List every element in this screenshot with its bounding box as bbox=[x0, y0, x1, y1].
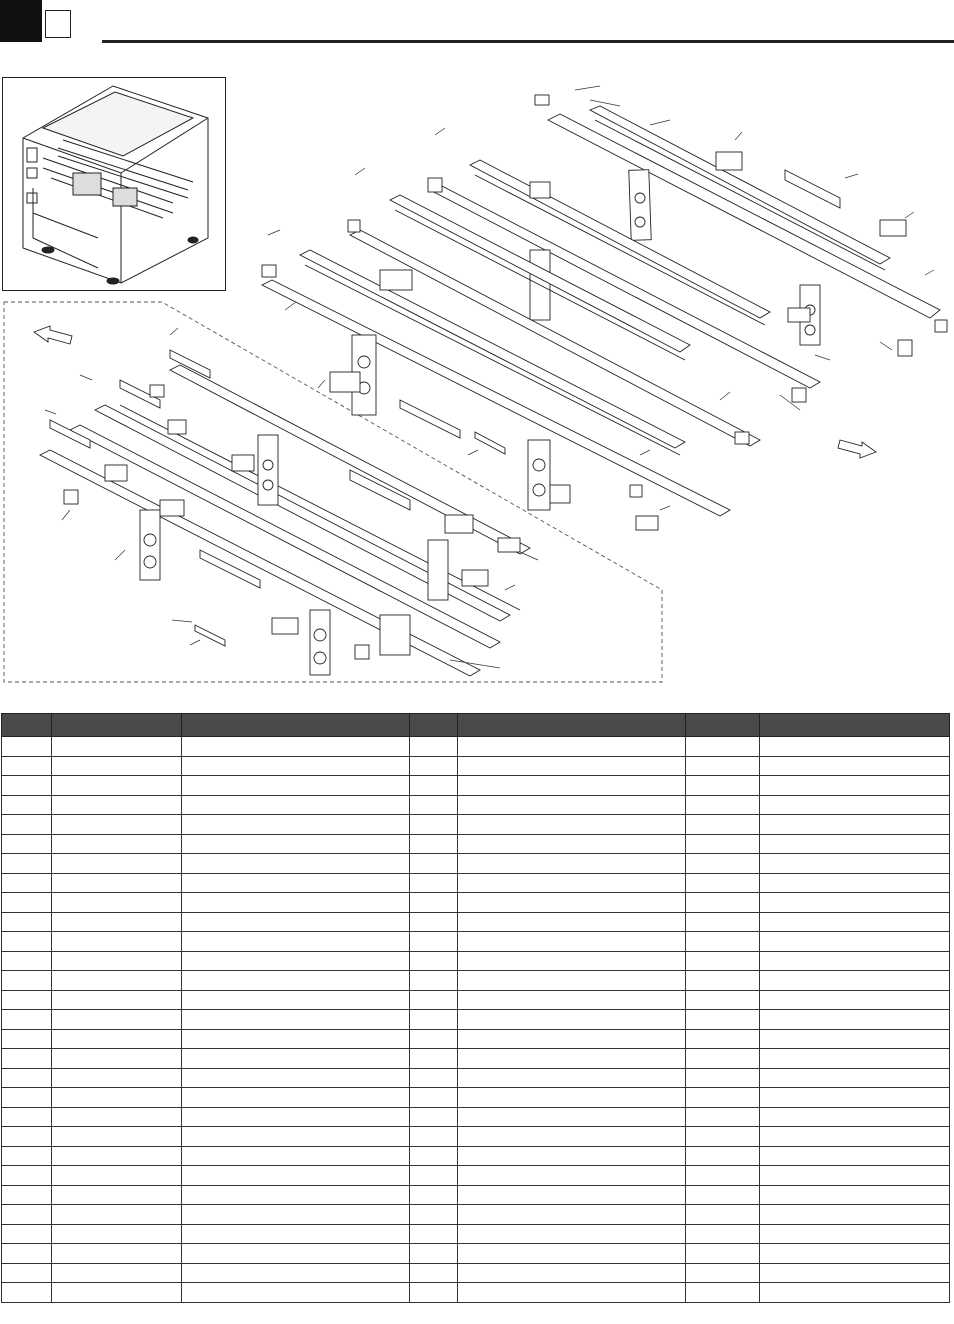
table-cell bbox=[458, 1185, 686, 1205]
table-cell bbox=[52, 1244, 182, 1264]
parts-table bbox=[1, 713, 950, 1303]
direction-arrow-right-icon bbox=[838, 440, 876, 458]
table-cell bbox=[760, 873, 950, 893]
table-cell bbox=[52, 854, 182, 874]
table-row bbox=[2, 1283, 950, 1303]
table-cell bbox=[760, 737, 950, 757]
table-cell bbox=[410, 971, 458, 991]
table-cell bbox=[686, 1029, 760, 1049]
table-row bbox=[2, 795, 950, 815]
table-cell bbox=[760, 776, 950, 796]
table-row bbox=[2, 990, 950, 1010]
table-cell bbox=[760, 893, 950, 913]
table-cell bbox=[2, 737, 52, 757]
table-cell bbox=[410, 1029, 458, 1049]
table-cell bbox=[458, 1146, 686, 1166]
table-cell bbox=[2, 1185, 52, 1205]
table-row bbox=[2, 1049, 950, 1069]
table-row bbox=[2, 1127, 950, 1147]
table-cell bbox=[182, 1166, 410, 1186]
table-cell bbox=[182, 776, 410, 796]
col-remarks bbox=[760, 714, 950, 737]
table-cell bbox=[182, 1224, 410, 1244]
table-cell bbox=[182, 932, 410, 952]
table-cell bbox=[182, 1205, 410, 1225]
table-cell bbox=[182, 990, 410, 1010]
table-row bbox=[2, 1224, 950, 1244]
table-cell bbox=[182, 873, 410, 893]
table-cell bbox=[686, 737, 760, 757]
table-cell bbox=[410, 1263, 458, 1283]
table-row bbox=[2, 776, 950, 796]
table-cell bbox=[686, 1127, 760, 1147]
table-cell bbox=[686, 1263, 760, 1283]
table-row bbox=[2, 893, 950, 913]
table-cell bbox=[52, 971, 182, 991]
table-cell bbox=[2, 951, 52, 971]
table-cell bbox=[52, 1185, 182, 1205]
table-cell bbox=[686, 1283, 760, 1303]
table-cell bbox=[686, 912, 760, 932]
table-cell bbox=[760, 834, 950, 854]
table-cell bbox=[686, 776, 760, 796]
table-cell bbox=[458, 932, 686, 952]
table-cell bbox=[52, 756, 182, 776]
col-ref-no bbox=[2, 714, 52, 737]
table-cell bbox=[2, 1010, 52, 1030]
table-cell bbox=[458, 1029, 686, 1049]
table-row bbox=[2, 1088, 950, 1108]
table-row bbox=[2, 1010, 950, 1030]
table-cell bbox=[410, 776, 458, 796]
table-cell bbox=[2, 873, 52, 893]
section-marker-dark bbox=[0, 0, 42, 42]
table-row bbox=[2, 815, 950, 835]
table-cell bbox=[182, 1010, 410, 1030]
table-cell bbox=[686, 1166, 760, 1186]
table-cell bbox=[458, 1088, 686, 1108]
table-cell bbox=[458, 815, 686, 835]
table-row bbox=[2, 737, 950, 757]
table-cell bbox=[458, 1107, 686, 1127]
table-cell bbox=[182, 893, 410, 913]
table-cell bbox=[458, 795, 686, 815]
table-cell bbox=[410, 951, 458, 971]
table-cell bbox=[458, 873, 686, 893]
table-cell bbox=[686, 951, 760, 971]
table-row bbox=[2, 1244, 950, 1264]
table-cell bbox=[2, 776, 52, 796]
table-cell bbox=[410, 932, 458, 952]
table-cell bbox=[458, 971, 686, 991]
table-cell bbox=[410, 1166, 458, 1186]
table-cell bbox=[410, 1244, 458, 1264]
table-cell bbox=[182, 1283, 410, 1303]
table-cell bbox=[686, 1049, 760, 1069]
table-cell bbox=[686, 932, 760, 952]
table-cell bbox=[52, 912, 182, 932]
table-cell bbox=[182, 1146, 410, 1166]
table-cell bbox=[410, 873, 458, 893]
table-cell bbox=[458, 1010, 686, 1030]
table-row bbox=[2, 756, 950, 776]
table-cell bbox=[760, 912, 950, 932]
table-cell bbox=[2, 971, 52, 991]
col-description bbox=[182, 714, 410, 737]
table-cell bbox=[410, 795, 458, 815]
table-cell bbox=[2, 932, 52, 952]
table-cell bbox=[760, 1224, 950, 1244]
table-cell bbox=[410, 1010, 458, 1030]
table-cell bbox=[410, 1185, 458, 1205]
table-cell bbox=[182, 1263, 410, 1283]
table-cell bbox=[410, 1107, 458, 1127]
table-cell bbox=[410, 756, 458, 776]
table-cell bbox=[52, 1049, 182, 1069]
table-cell bbox=[458, 1049, 686, 1069]
table-cell bbox=[458, 1263, 686, 1283]
table-cell bbox=[760, 1068, 950, 1088]
table-cell bbox=[410, 834, 458, 854]
table-cell bbox=[458, 1244, 686, 1264]
table-cell bbox=[760, 971, 950, 991]
table-row bbox=[2, 1068, 950, 1088]
table-cell bbox=[760, 1166, 950, 1186]
table-cell bbox=[52, 990, 182, 1010]
table-cell bbox=[686, 854, 760, 874]
table-cell bbox=[760, 795, 950, 815]
table-cell bbox=[52, 1127, 182, 1147]
table-cell bbox=[2, 1088, 52, 1108]
table-cell bbox=[686, 1088, 760, 1108]
table-row bbox=[2, 1107, 950, 1127]
table-cell bbox=[52, 932, 182, 952]
table-cell bbox=[182, 1127, 410, 1147]
table-cell bbox=[686, 1244, 760, 1264]
table-row bbox=[2, 1263, 950, 1283]
table-cell bbox=[52, 776, 182, 796]
table-cell bbox=[182, 1088, 410, 1108]
table-cell bbox=[686, 893, 760, 913]
table-cell bbox=[760, 1107, 950, 1127]
table-cell bbox=[760, 932, 950, 952]
exploded-view-rails-icon bbox=[0, 70, 954, 690]
table-cell bbox=[2, 1205, 52, 1225]
table-cell bbox=[410, 1146, 458, 1166]
table-cell bbox=[52, 1146, 182, 1166]
table-cell bbox=[686, 971, 760, 991]
table-cell bbox=[760, 951, 950, 971]
table-row bbox=[2, 951, 950, 971]
col-specification bbox=[458, 714, 686, 737]
table-cell bbox=[182, 834, 410, 854]
table-row bbox=[2, 1146, 950, 1166]
parts-table-header bbox=[2, 714, 950, 737]
table-cell bbox=[458, 756, 686, 776]
table-cell bbox=[410, 854, 458, 874]
table-cell bbox=[458, 951, 686, 971]
table-cell bbox=[52, 795, 182, 815]
table-row bbox=[2, 932, 950, 952]
table-cell bbox=[760, 1283, 950, 1303]
table-cell bbox=[410, 1049, 458, 1069]
table-row bbox=[2, 854, 950, 874]
table-cell bbox=[410, 815, 458, 835]
table-cell bbox=[52, 1263, 182, 1283]
table-cell bbox=[182, 1185, 410, 1205]
table-cell bbox=[458, 990, 686, 1010]
table-cell bbox=[2, 815, 52, 835]
table-row bbox=[2, 1166, 950, 1186]
col-part-no bbox=[52, 714, 182, 737]
parts-table-body bbox=[2, 737, 950, 1303]
table-cell bbox=[760, 990, 950, 1010]
table-cell bbox=[410, 737, 458, 757]
table-cell bbox=[2, 834, 52, 854]
header-rule bbox=[102, 40, 954, 43]
table-cell bbox=[686, 1010, 760, 1030]
table-cell bbox=[458, 912, 686, 932]
table-cell bbox=[52, 737, 182, 757]
table-cell bbox=[760, 1088, 950, 1108]
table-cell bbox=[458, 1224, 686, 1244]
table-cell bbox=[2, 1263, 52, 1283]
table-cell bbox=[760, 1049, 950, 1069]
col-qty bbox=[410, 714, 458, 737]
table-cell bbox=[458, 737, 686, 757]
table-cell bbox=[182, 815, 410, 835]
table-cell bbox=[182, 1244, 410, 1264]
table-cell bbox=[458, 1068, 686, 1088]
table-cell bbox=[2, 854, 52, 874]
table-cell bbox=[2, 1283, 52, 1303]
table-cell bbox=[410, 1224, 458, 1244]
table-cell bbox=[686, 756, 760, 776]
table-cell bbox=[182, 756, 410, 776]
col-code bbox=[686, 714, 760, 737]
table-cell bbox=[52, 1205, 182, 1225]
table-cell bbox=[52, 1283, 182, 1303]
table-cell bbox=[760, 756, 950, 776]
table-row bbox=[2, 873, 950, 893]
table-cell bbox=[52, 1224, 182, 1244]
table-cell bbox=[2, 1244, 52, 1264]
table-cell bbox=[760, 1010, 950, 1030]
table-cell bbox=[458, 1127, 686, 1147]
table-cell bbox=[686, 1185, 760, 1205]
table-cell bbox=[182, 1049, 410, 1069]
table-cell bbox=[458, 1283, 686, 1303]
table-cell bbox=[182, 795, 410, 815]
table-cell bbox=[52, 1088, 182, 1108]
table-cell bbox=[410, 1127, 458, 1147]
table-cell bbox=[52, 1107, 182, 1127]
table-cell bbox=[2, 795, 52, 815]
table-cell bbox=[410, 1205, 458, 1225]
table-cell bbox=[52, 1010, 182, 1030]
table-cell bbox=[410, 1283, 458, 1303]
table-cell bbox=[686, 990, 760, 1010]
table-cell bbox=[2, 990, 52, 1010]
table-cell bbox=[52, 815, 182, 835]
table-cell bbox=[458, 854, 686, 874]
table-cell bbox=[182, 971, 410, 991]
table-cell bbox=[686, 834, 760, 854]
table-cell bbox=[182, 951, 410, 971]
table-cell bbox=[760, 854, 950, 874]
table-cell bbox=[182, 1068, 410, 1088]
section-marker-light bbox=[45, 10, 71, 38]
table-cell bbox=[760, 1127, 950, 1147]
table-cell bbox=[52, 873, 182, 893]
table-cell bbox=[686, 1224, 760, 1244]
table-cell bbox=[760, 815, 950, 835]
table-row bbox=[2, 1205, 950, 1225]
direction-arrow-left-icon bbox=[34, 326, 72, 344]
table-cell bbox=[182, 912, 410, 932]
table-cell bbox=[458, 1166, 686, 1186]
table-cell bbox=[2, 1166, 52, 1186]
table-cell bbox=[760, 1244, 950, 1264]
table-cell bbox=[760, 1185, 950, 1205]
table-cell bbox=[182, 1029, 410, 1049]
table-cell bbox=[760, 1205, 950, 1225]
table-cell bbox=[686, 815, 760, 835]
table-cell bbox=[182, 737, 410, 757]
table-cell bbox=[458, 893, 686, 913]
table-cell bbox=[52, 951, 182, 971]
table-row bbox=[2, 1185, 950, 1205]
table-cell bbox=[2, 756, 52, 776]
table-cell bbox=[760, 1146, 950, 1166]
table-cell bbox=[2, 1224, 52, 1244]
table-cell bbox=[458, 776, 686, 796]
table-cell bbox=[2, 1107, 52, 1127]
table-cell bbox=[2, 1127, 52, 1147]
table-cell bbox=[410, 1088, 458, 1108]
table-cell bbox=[52, 1068, 182, 1088]
table-row bbox=[2, 912, 950, 932]
table-cell bbox=[410, 912, 458, 932]
table-cell bbox=[182, 854, 410, 874]
table-cell bbox=[2, 1068, 52, 1088]
table-cell bbox=[52, 893, 182, 913]
table-cell bbox=[458, 834, 686, 854]
table-cell bbox=[2, 1029, 52, 1049]
table-cell bbox=[686, 1068, 760, 1088]
table-cell bbox=[2, 912, 52, 932]
table-cell bbox=[458, 1205, 686, 1225]
table-cell bbox=[686, 1107, 760, 1127]
table-cell bbox=[686, 1205, 760, 1225]
table-cell bbox=[760, 1263, 950, 1283]
table-cell bbox=[182, 1107, 410, 1127]
table-cell bbox=[52, 1166, 182, 1186]
table-cell bbox=[2, 1146, 52, 1166]
table-cell bbox=[410, 893, 458, 913]
table-cell bbox=[686, 795, 760, 815]
table-cell bbox=[686, 1146, 760, 1166]
table-cell bbox=[52, 1029, 182, 1049]
table-cell bbox=[686, 873, 760, 893]
table-row bbox=[2, 1029, 950, 1049]
table-cell bbox=[52, 834, 182, 854]
table-cell bbox=[410, 1068, 458, 1088]
table-row bbox=[2, 971, 950, 991]
table-cell bbox=[2, 1049, 52, 1069]
table-cell bbox=[2, 893, 52, 913]
table-row bbox=[2, 834, 950, 854]
table-cell bbox=[760, 1029, 950, 1049]
table-cell bbox=[410, 990, 458, 1010]
